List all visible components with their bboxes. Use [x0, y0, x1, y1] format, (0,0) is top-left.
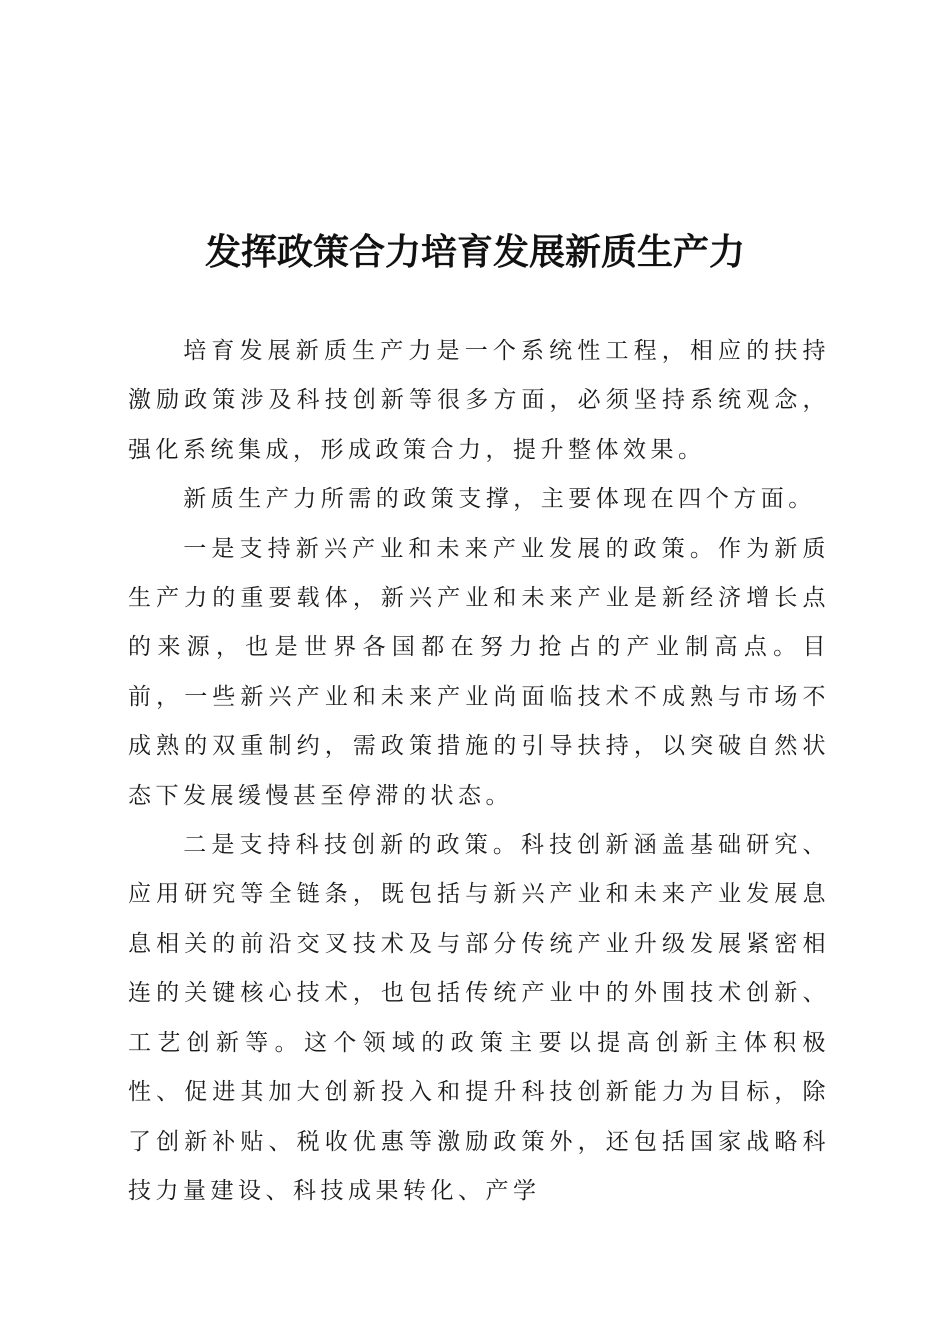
document-body — [128, 327, 830, 1216]
document-title: 发挥政策合力培育发展新质生产力 — [204, 231, 745, 273]
paragraph-point-one: 一是支持新兴产业和未来产业发展的政策。作为新质生产力的重要载体，新兴产业和未来产业是新经济增长点的来源，也是世界各国都在努力抢占的产业制高点。目前，一些新兴产业和未来产业尚面临技术不成熟与市场不成熟的双重制约，需政策措施的引导扶持，以突破自然状态下发展缓慢甚至停滞的状态。 — [128, 535, 830, 809]
paragraph-overview: 新质生产力所需的政策支撑，主要体现在四个方面。 — [183, 486, 816, 513]
paragraph-intro: 培育发展新质生产力是一个系统性工程，相应的扶持激励政策涉及科技创新等很多方面，必须坚持系统观念，强化系统集成，形成政策合力，提升整体效果。 — [128, 338, 830, 463]
paragraph-point-two: 二是支持科技创新的政策。科技创新涵盖基础研究、应用研究等全链条，既包括与新兴产业和未来产业发展息息相关的前沿交叉技术及与部分传统产业升级发展紧密相连的关键核心技术，也包括传统产业中的外围技术创新、工艺创新等。这个领域的政策主要以提高创新主体积极性、促进其加大创新投入和提升科技创新能力为目标，除了创新补贴、税收优惠等激励政策外，还包括国家战略科技力量建设、科技成果转化、产学 — [128, 832, 830, 1204]
